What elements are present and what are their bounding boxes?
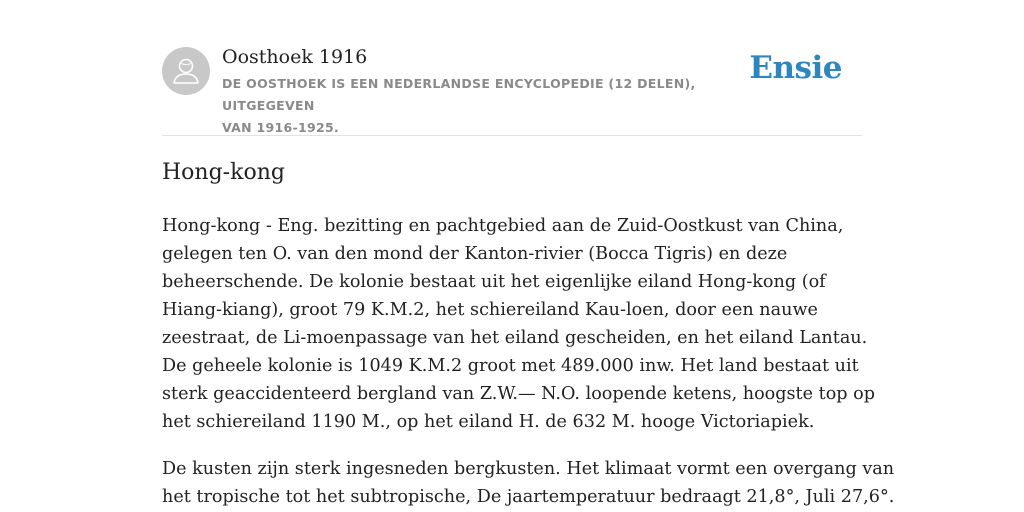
source-description	[222, 73, 762, 139]
header-divider	[162, 135, 862, 136]
article-line: het tropische tot het subtropische, De jaartemperatuur bedraagt 21,8°, Juli 27,6°.	[162, 487, 895, 507]
article-paragraph	[162, 455, 895, 511]
article-line: zeestraat, de Li-moenpassage van het eiland gescheiden, en het eiland Lantau.	[162, 328, 868, 348]
article-line: het schiereiland 1190 M., op het eiland H. de 632 M. hooge Victoriapiek.	[162, 412, 815, 432]
article-line: De kusten zijn sterk ingesneden bergkusten. Het klimaat vormt een overgang van	[162, 459, 895, 479]
article-paragraph	[162, 212, 876, 436]
source-description-line: DE OOSTHOEK IS EEN NEDERLANDSE ENCYCLOPEDIE (12 DELEN), UITGEGEVEN	[222, 76, 696, 113]
article-title: Hong-kong	[162, 160, 285, 185]
source-avatar[interactable]	[162, 47, 210, 95]
article-line: De geheele kolonie is 1049 K.M.2 groot met 489.000 inw. Het land bestaat uit	[162, 356, 859, 376]
source-description-line: VAN 1916-1925.	[222, 120, 340, 135]
user-icon	[162, 47, 210, 95]
article-line: Hong-kong - Eng. bezitting en pachtgebied aan de Zuid-Oostkust van China,	[162, 216, 844, 236]
article-body	[162, 212, 895, 512]
article-line: gelegen ten O. van den mond der Kanton-rivier (Bocca Tigris) en deze	[162, 244, 788, 264]
brand-logo[interactable]: Ensie	[749, 50, 842, 86]
source-title[interactable]: Oosthoek 1916	[222, 46, 368, 68]
article-line: beheerschende. De kolonie bestaat uit het eigenlijke eiland Hong-kong (of	[162, 272, 826, 292]
source-header	[162, 44, 862, 136]
article-line: sterk geaccidenteerd bergland van Z.W.— N.O. loopende ketens, hoogste top op	[162, 384, 876, 404]
article-line: Hiang-kiang), groot 79 K.M.2, het schiereiland Kau-loen, door een nauwe	[162, 300, 818, 320]
